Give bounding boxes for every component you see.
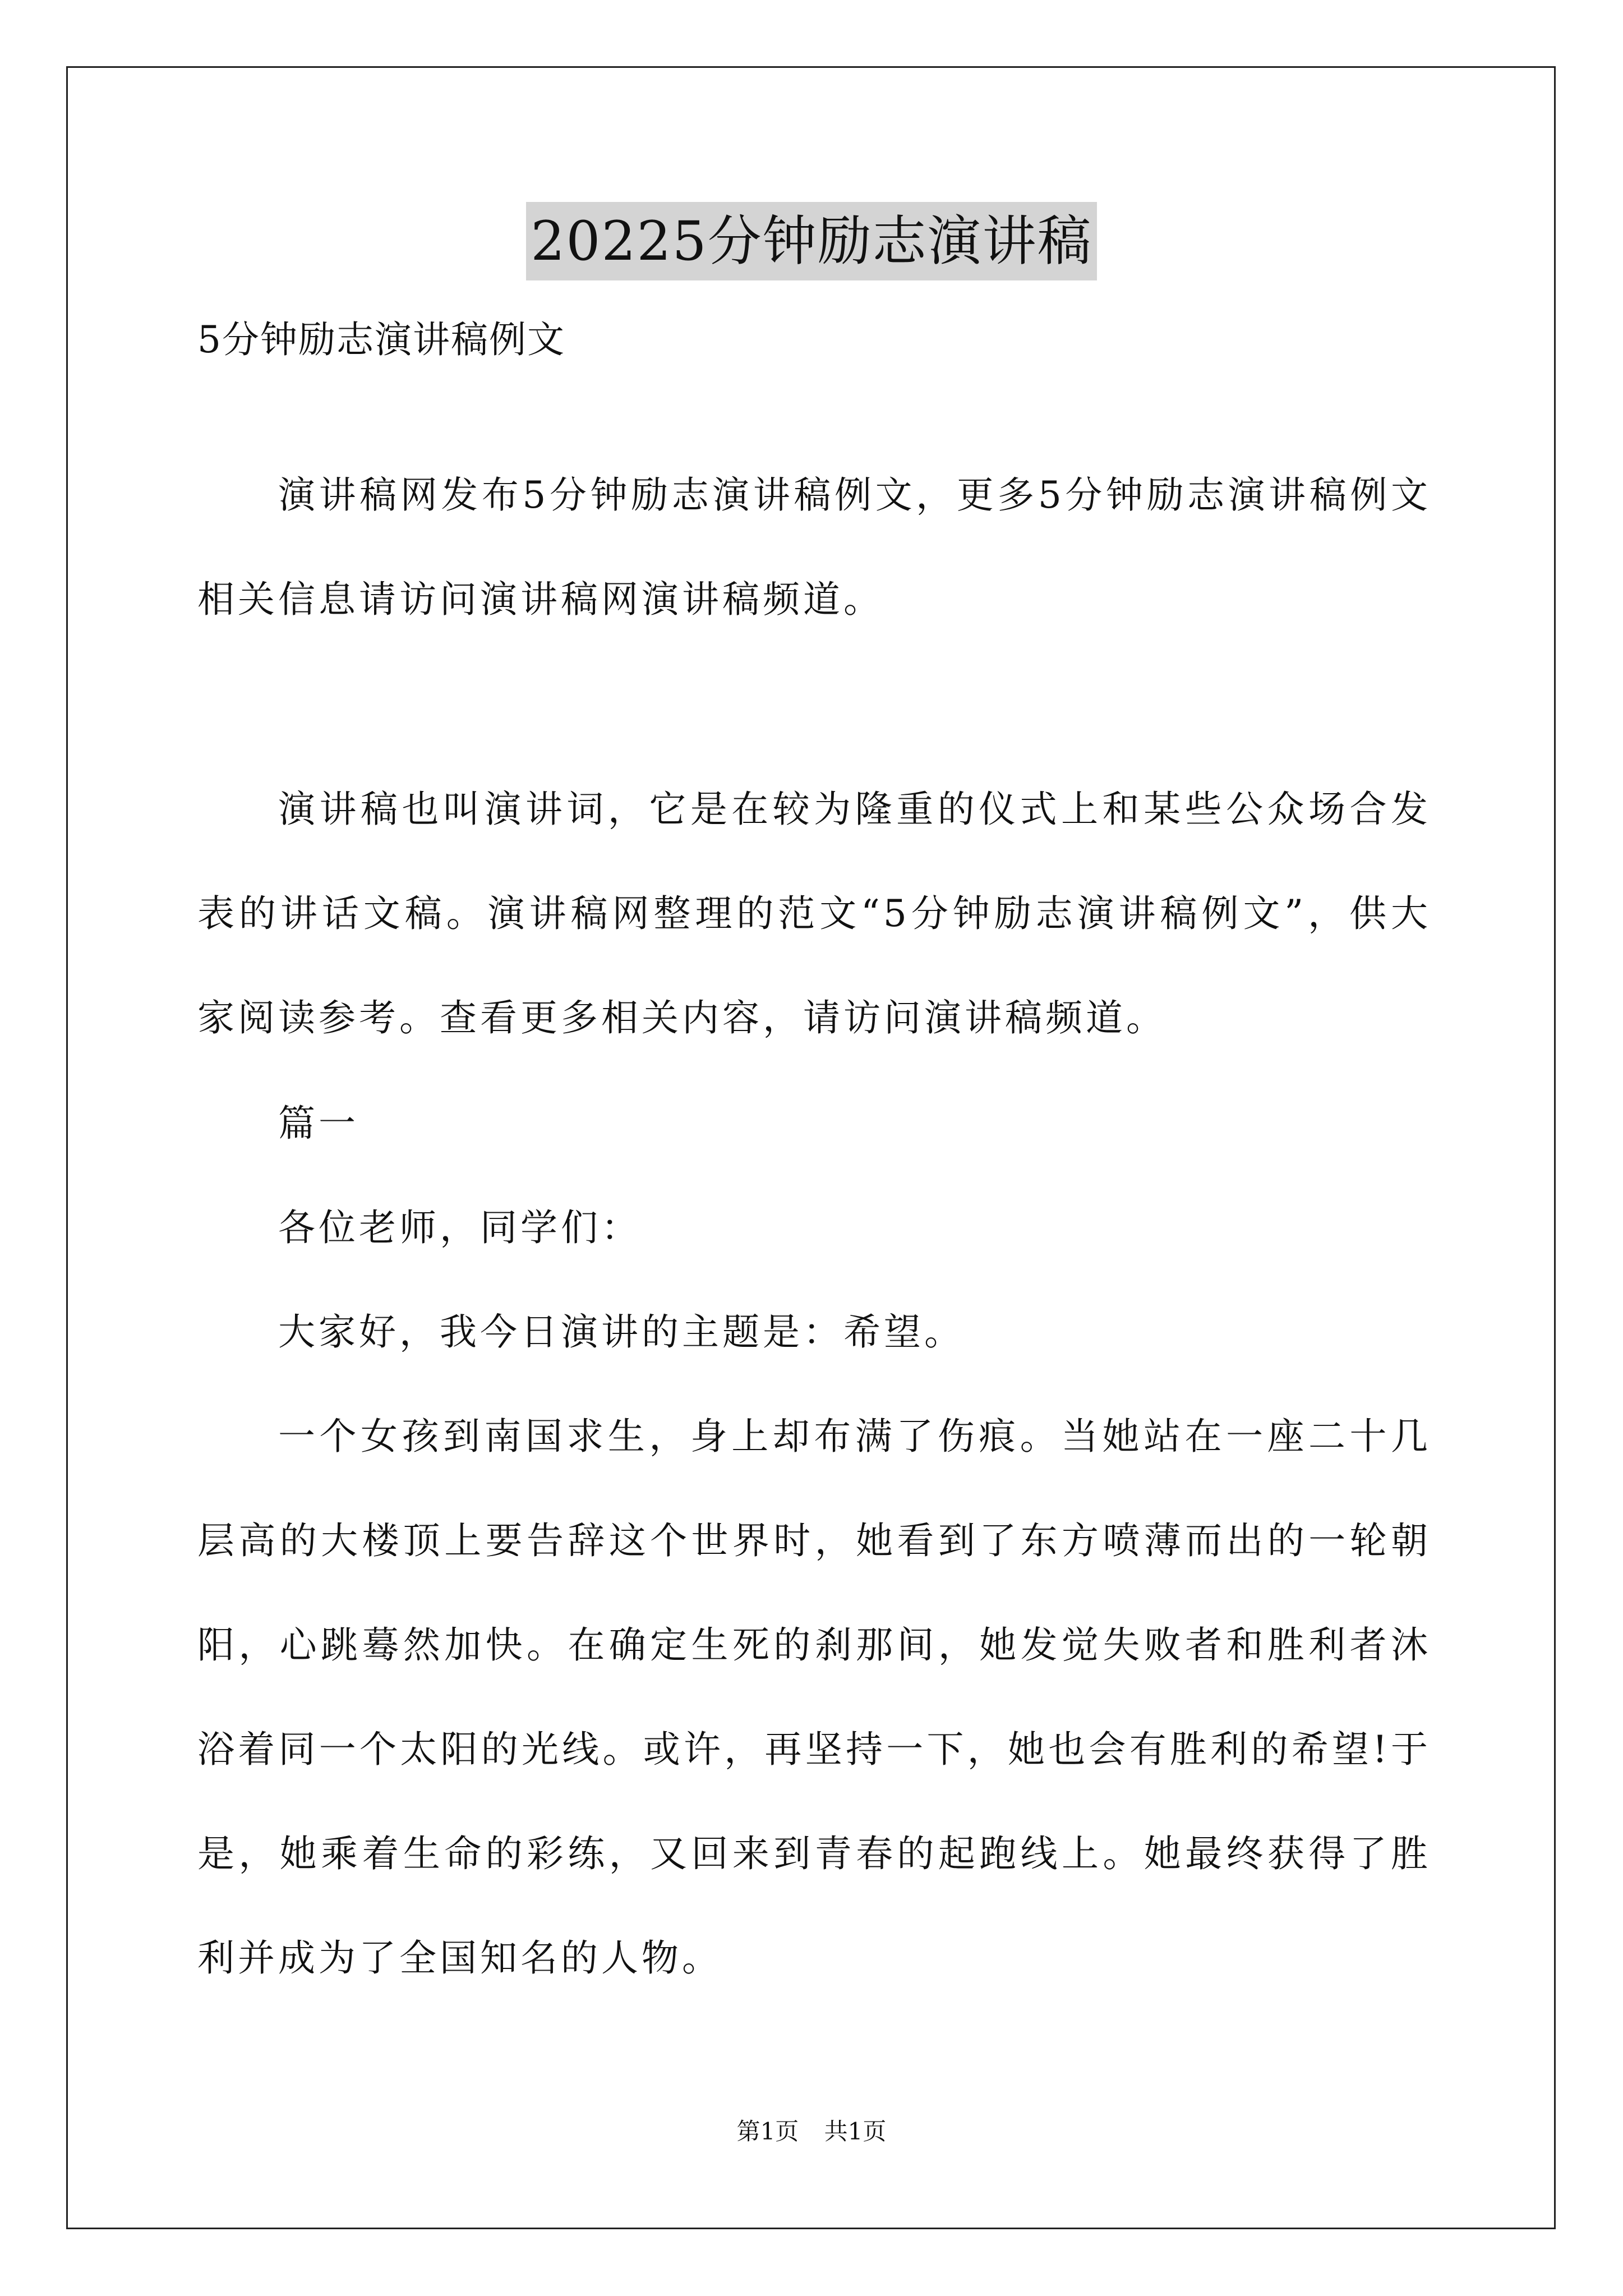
title-container bbox=[0, 202, 1623, 280]
page-number-current: 第1页 bbox=[736, 2118, 799, 2145]
document-subtitle: 5分钟励志演讲稿例文 bbox=[197, 318, 565, 361]
page-number-total: 共1页 bbox=[824, 2118, 887, 2145]
page-footer bbox=[0, 2115, 1623, 2148]
paragraph-intro: 演讲稿网发布5分钟励志演讲稿例文，更多5分钟励志演讲稿例文相关信息请访问演讲稿网演讲稿频道。 bbox=[197, 473, 1431, 621]
paragraph-topic: 大家好，我今日演讲的主题是：希望。 bbox=[278, 1310, 965, 1354]
document-title: 20225分钟励志演讲稿 bbox=[526, 202, 1096, 280]
paragraph-description: 演讲稿也叫演讲词，它是在较为隆重的仪式上和某些公众场合发表的讲话文稿。演讲稿网整理的范文“5分钟励志演讲稿例文”，供大家阅读参考。查看更多相关内容，请访问演讲稿频道。 bbox=[197, 788, 1431, 1039]
paragraph-greeting: 各位老师，同学们： bbox=[278, 1206, 642, 1249]
paragraph-story: 一个女孩到南国求生，身上却布满了伤痕。当她站在一座二十几层高的大楼顶上要告辞这个世界时，她看到了东方喷薄而出的一轮朝阳，心跳蓦然加快。在确定生死的刹那间，她发觉失败者和胜利者沐浴着同一个太阳的光线。或许，再坚持一下，她也会有胜利的希望!于是，她乘着生命的彩练，又回来到青春的起跑线上。她最终获得了胜利并成为了全国知名的人物。 bbox=[197, 1415, 1431, 1980]
paragraph-section-heading: 篇一 bbox=[278, 1102, 359, 1145]
